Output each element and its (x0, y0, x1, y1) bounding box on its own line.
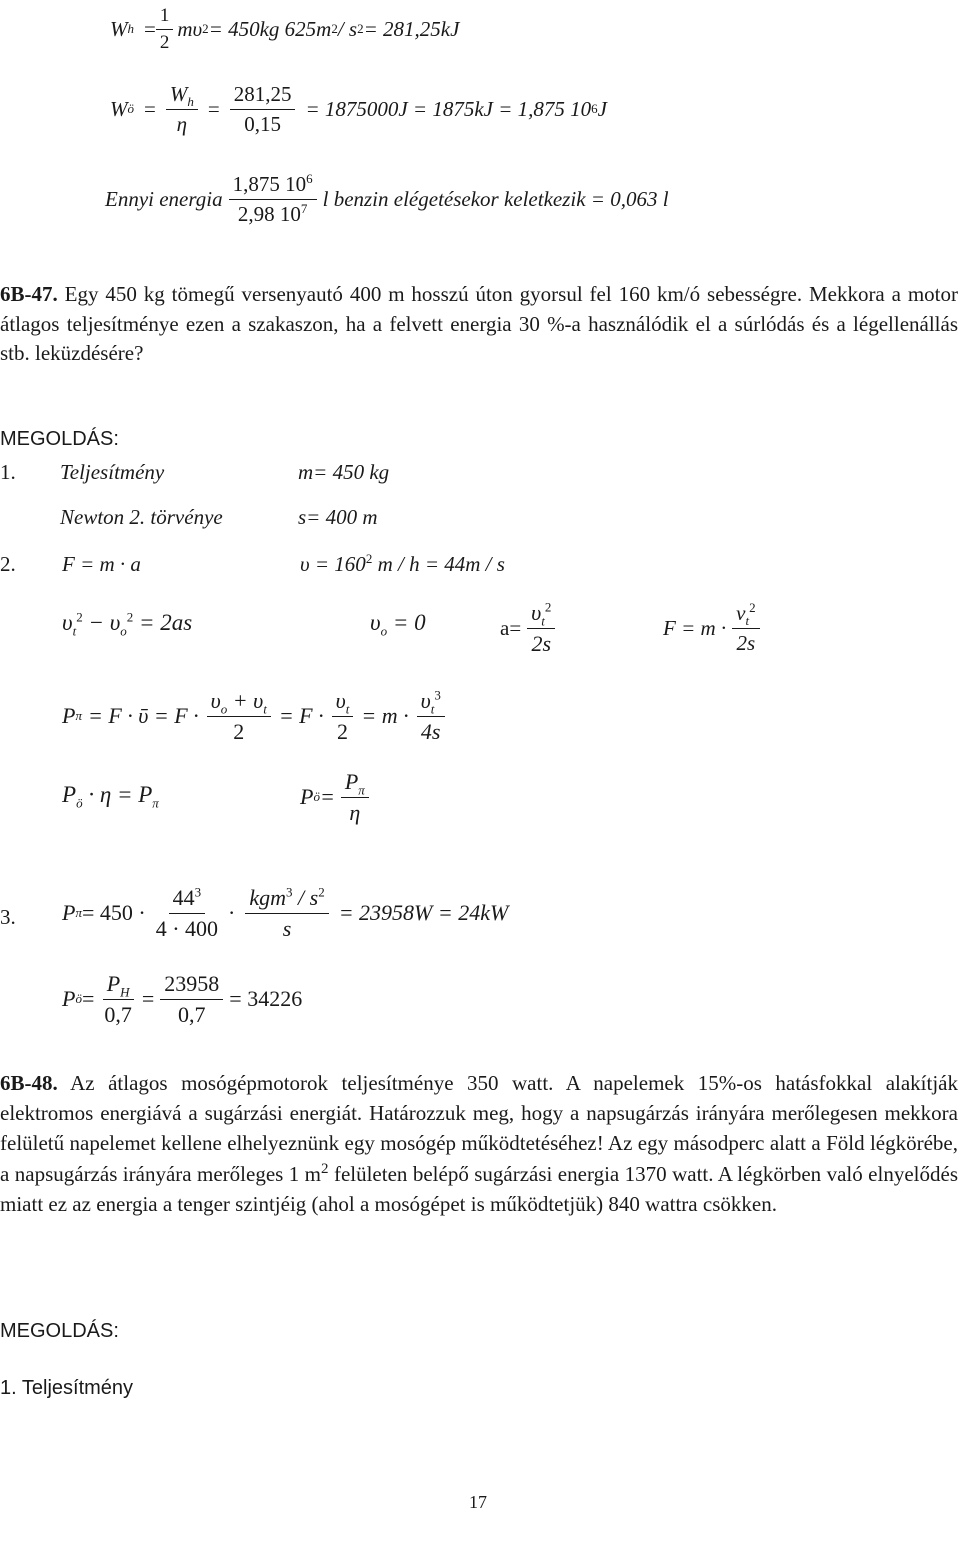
step-3-number: 3. (0, 905, 16, 929)
equation-energy: Ennyi energia $\frac{1,875 10^6}{2,98 10^7}$ l benzin elégetésekor keletkezik = 0,063 l (105, 171, 669, 226)
step-1-number: 1. (0, 460, 16, 484)
fraction-energy: $\frac{1,875 10^6}{2,98 10^7}$ (229, 172, 317, 225)
problem-6b-48: 6B-48. Az átlagos mosógépmotorok teljesítménye 350 watt. A napelemek 15%-os hatásfokkal alakítják elektromos energiává a sugárzási energiát. Határozzuk meg, hogy a napsugárzás irányára merőlegesen mekkora felületű napelemet kellene elhelyeznünk egy mosógép működtetéséhez! Az egy másodperc alatt a Föld légkörébe, a napsugárzás irányára merőleges 1 $m^2$ felületen belépő sugárzási energia 1370 watt. A légkörben való elnyelődés miatt ez az energia a tenger szintjéig (ahol a mosógépet is működtetjük) 840 wattra csökken. (0, 1071, 958, 1216)
kinematics-equation: $\upsilon_t^2 - \upsilon_o^2 = 2as$ (62, 609, 193, 639)
power-calculation: P π = 450 · $\frac{44^3}{4 \cdot 400}$ · $\frac{kgm^3 / s^2}{s}$ = 23958W = 24kW (62, 884, 509, 941)
input-power-formula: P ö = $\frac{P_\pi}{\eta}$ (300, 760, 369, 834)
fraction-half: $\frac{1}{2}$ (156, 5, 174, 54)
velocity-value: $\upsilon = 160^2$ m / h = 44m / s (300, 551, 505, 576)
page-number: 17 (469, 1492, 487, 1512)
step-1-law: Newton 2. törvénye (60, 505, 223, 529)
fraction-values: $\frac{281,25}{0,15}$ (230, 82, 296, 135)
given-distance: s= 400 m (298, 505, 378, 529)
solution-heading-2: MEGOLDÁS: (0, 1320, 119, 1342)
step-2-number: 2. (0, 552, 16, 576)
acceleration-formula: a= $\frac{\upsilon_t^2}{2s}$ (500, 592, 555, 664)
efficiency-equation: $P_ö \cdot \eta = P_\pi$ (62, 782, 159, 811)
step-1-line: 1. Teljesítmény (0, 1377, 134, 1399)
equation-wo: W ö = $\frac{W_h}{\eta}$ = $\frac{281,25}{0,15}$ = 1875000J = 1875kJ = 1,875 10 6 J (110, 82, 607, 136)
power-equation: P π = F · ῡ = F · $\frac{\upsilon_o + \upsilon_t}{2}$ = F · $\frac{\upsilon_t}{2}$ = m · $\frac{\upsilon_t^3}{4s}$ (62, 676, 445, 756)
equation-wh: W h = $\frac{1}{2}$ mυ 2 = 450kg 625m 2 / s 2 = 281,25kJ (110, 4, 460, 53)
step-1-label: Teljesítmény (60, 460, 165, 484)
input-power-calculation: P ö = $\frac{P_H}{0,7}$ = $\frac{23958}{0,7}$ = 34226 (62, 971, 303, 1027)
fraction-wh-eta: $\frac{W_h}{\eta}$ (166, 82, 198, 135)
solution-heading-1: MEGOLDÁS: (0, 428, 119, 450)
given-mass: m= 450 kg (298, 460, 390, 484)
problem-6b-47: 6B-47. Egy 450 kg tömegű versenyautó 400 m hosszú úton gyorsul fel 160 km/ó sebességre. Mekkora a motor átlagos teljesítménye ezen a szakaszon, ha a felvett energia 30 %-a használódik el a súrlódás és a légellenállás stb. leküzdésére? (0, 282, 958, 365)
force-formula: F = m · $\frac{v_t^2}{2s}$ (663, 592, 760, 664)
newton-law: F = m · a (62, 552, 141, 576)
initial-velocity: $\upsilon_o = 0$ (370, 610, 426, 639)
